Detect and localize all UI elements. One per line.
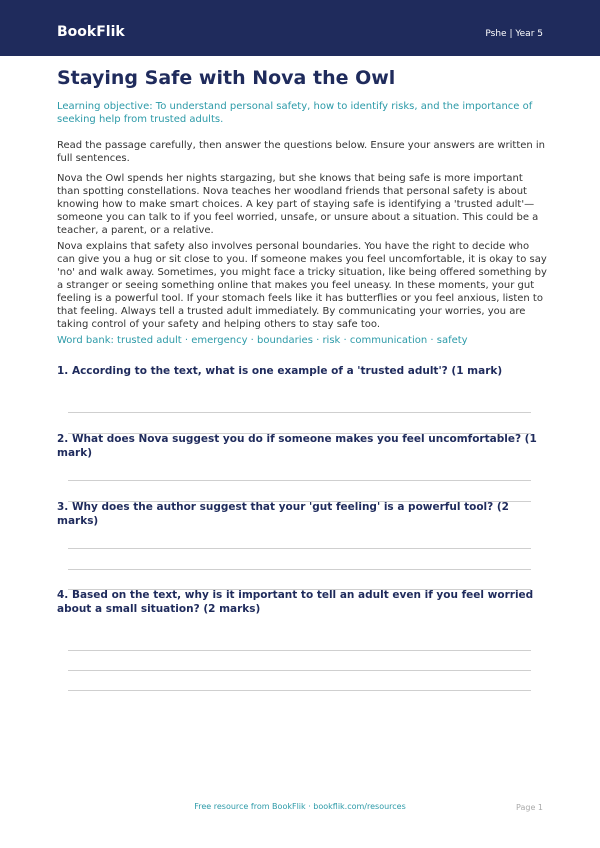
passage-paragraph-2: Nova explains that safety also involves personal boundaries. You have the right to decide who can give you a hug or sit close to you. If someone makes you feel uncomfortable, it is okay to say 'no' and walk away. Sometimes, you might face a tricky situation, like being offered something by a stranger or seeing something online that makes you feel uneasy. In these moments, your gut feeling is a powerful tool. If your stomach feels like it has butterflies or you feel anxious, listen to that feeling. Always tell a trusted adult immediately. By communicating your worries, you are taking control of your safety and helping others to stay safe too. — [57, 241, 547, 330]
instructions: Read the passage carefully, then answer the questions below. Ensure your answers are written in full sentences. — [57, 140, 546, 164]
answer-line[interactable] — [68, 548, 531, 549]
answer-line[interactable] — [68, 412, 531, 413]
footer-resource-link[interactable]: Free resource from BookFlik · bookflik.com/resources — [194, 802, 406, 811]
answer-line[interactable] — [68, 480, 531, 481]
answer-line[interactable] — [68, 670, 531, 671]
question-2: 2. What does Nova suggest you do if someone makes you feel uncomfortable? (1 mark) — [57, 433, 537, 459]
question-3: 3. Why does the author suggest that your 'gut feeling' is a powerful tool? (2 marks) — [57, 501, 509, 527]
brand-logo-text: BookFlik — [57, 24, 125, 40]
answer-line[interactable] — [68, 690, 531, 691]
question-4: 4. Based on the text, why is it important to tell an adult even if you feel worried about a small situation? (2 marks) — [57, 589, 534, 615]
word-bank: Word bank: trusted adult · emergency · boundaries · risk · communication · safety — [57, 335, 468, 346]
page-title: Staying Safe with Nova the Owl — [57, 67, 396, 89]
page-number: Page 1 — [516, 803, 543, 812]
answer-line[interactable] — [68, 569, 531, 570]
answer-line[interactable] — [68, 650, 531, 651]
passage-paragraph-1: Nova the Owl spends her nights stargazing, but she knows that being safe is more important than spotting constellations. Nova teaches her woodland friends that personal safety is about knowing how to make smart choices. A key part of staying safe is identifying a 'trusted adult'—someone you can talk to if you feel worried, unsafe, or unsure about a situation. This could be a teacher, a parent, or a relative. — [57, 173, 539, 236]
question-1: 1. According to the text, what is one example of a 'trusted adult'? (1 mark) — [57, 365, 503, 377]
learning-objective: Learning objective: To understand personal safety, how to identify risks, and the importance of seeking help from trusted adults. — [57, 101, 533, 125]
header-bar — [0, 0, 600, 56]
subject-year-label: Pshe | Year 5 — [485, 29, 543, 39]
